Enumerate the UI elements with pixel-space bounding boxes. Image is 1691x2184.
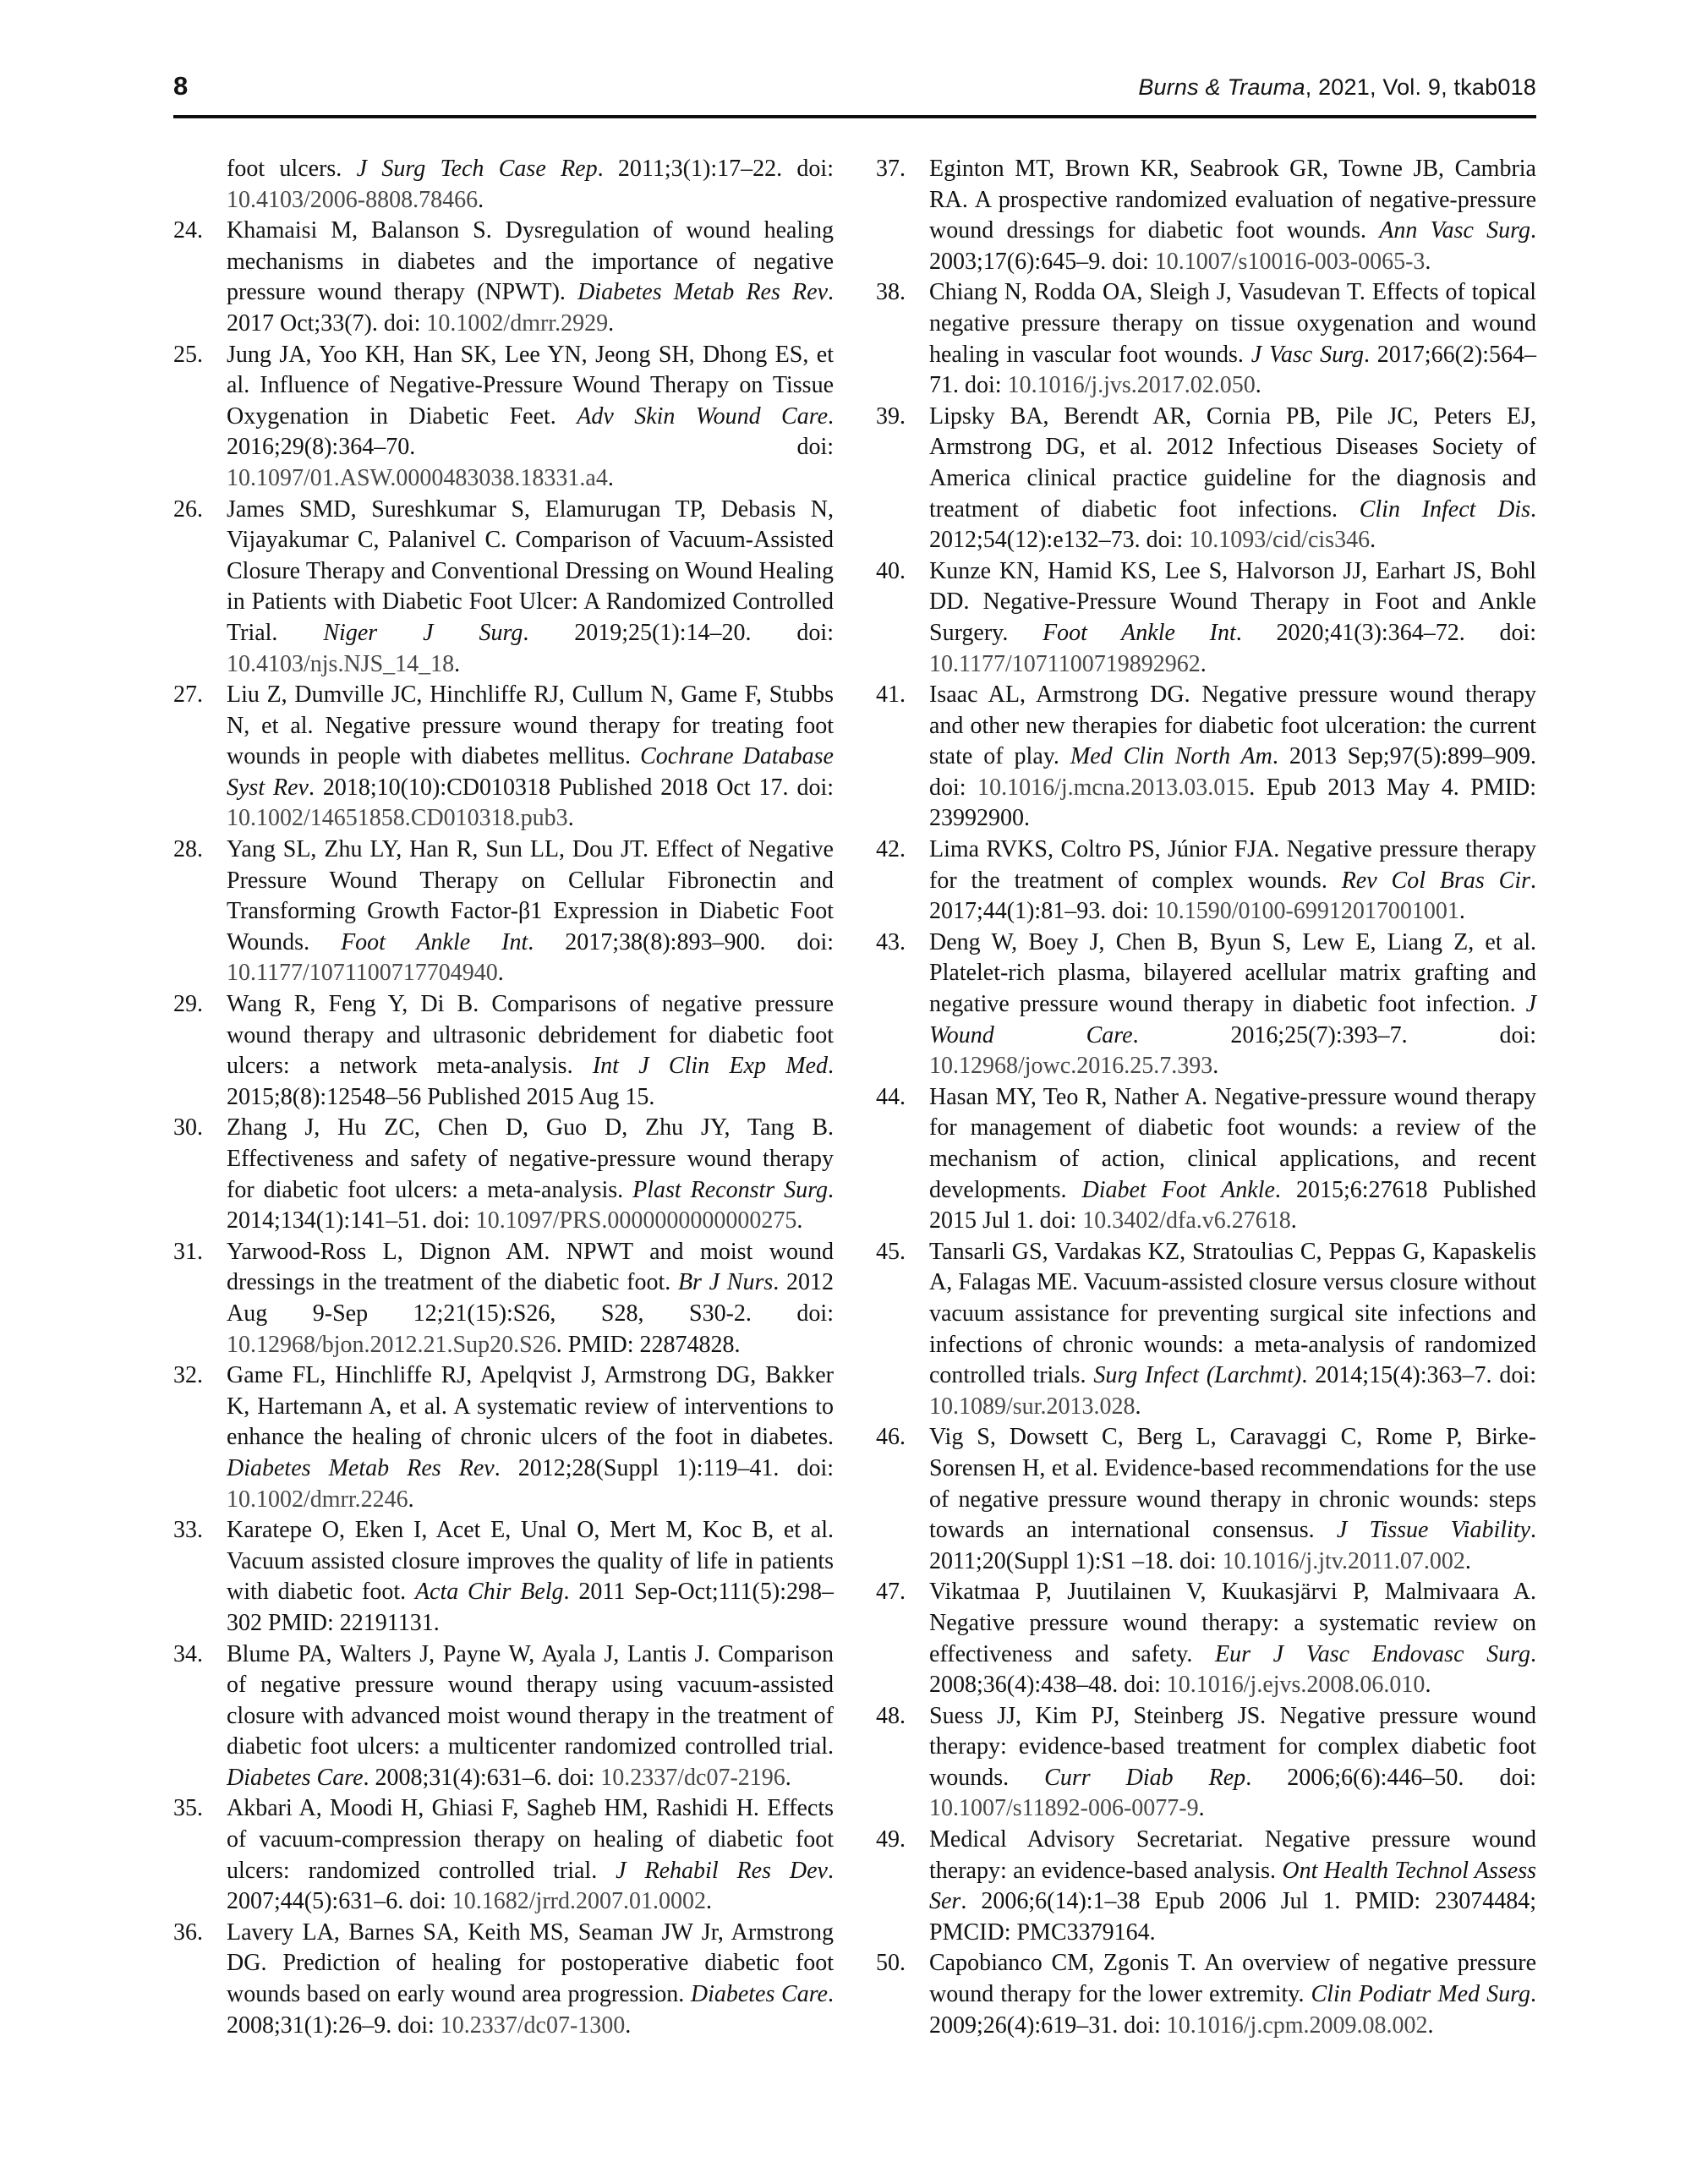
reference-number: 36. bbox=[173, 1919, 203, 1946]
reference-item bbox=[876, 556, 1536, 680]
reference-text-segment: . bbox=[478, 186, 484, 213]
reference-text-segment: . 2015;8(8):12548–56 Published 2015 Aug 15. bbox=[227, 1053, 834, 1110]
reference-text-segment: . bbox=[608, 309, 615, 337]
page-number: 8 bbox=[173, 71, 189, 101]
doi-link[interactable]: 10.4103/2006-8808.78466 bbox=[227, 186, 479, 213]
reference-text-segment: . 2017;38(8):893–900. doi: bbox=[528, 928, 834, 955]
reference-text-segment: . bbox=[1458, 898, 1465, 925]
reference-text bbox=[227, 496, 834, 677]
reference-text bbox=[929, 279, 1536, 398]
reference-text bbox=[929, 681, 1536, 831]
references-column-left bbox=[173, 154, 834, 2041]
reference-text bbox=[227, 1517, 834, 1636]
header-rule bbox=[173, 115, 1536, 118]
journal-abbreviation: Clin Infect Dis bbox=[1359, 495, 1530, 523]
reference-text-segment: . 2017;66(2):564–71. doi: bbox=[929, 341, 1536, 399]
journal-abbreviation: Foot Ankle Int bbox=[1043, 619, 1236, 646]
reference-text-segment: . 2013 Sep;97(5):899–909. doi: bbox=[929, 743, 1536, 801]
reference-text-segment: . bbox=[1212, 1053, 1219, 1080]
doi-link[interactable]: 10.1016/j.jvs.2017.02.050 bbox=[1007, 372, 1256, 399]
reference-number: 25. bbox=[173, 341, 203, 368]
reference-item bbox=[173, 680, 834, 835]
reference-text-segment: Akbari A, Moodi H, Ghiasi F, Sagheb HM, Rashidi H. Effects of vacuum-compression therapy on healing of diabetic foot ulcers: randomized controlled trial. bbox=[227, 1795, 834, 1884]
reference-text-segment: . 2017;44(1):81–93. doi: bbox=[929, 867, 1536, 925]
reference-number: 30. bbox=[173, 1114, 203, 1141]
journal-abbreviation: Niger J Surg bbox=[323, 619, 523, 646]
journal-abbreviation: Rev Col Bras Cir bbox=[1341, 867, 1530, 894]
reference-item bbox=[876, 835, 1536, 928]
reference-number: 32. bbox=[173, 1362, 203, 1389]
doi-link[interactable]: 10.1016/j.mcna.2013.03.015 bbox=[977, 774, 1250, 801]
reference-item bbox=[876, 1701, 1536, 1825]
reference-text-segment: . bbox=[625, 2012, 632, 2039]
journal-abbreviation: Acta Chir Belg bbox=[414, 1579, 564, 1606]
doi-link[interactable]: 10.1016/j.ejvs.2008.06.010 bbox=[1166, 1672, 1426, 1699]
reference-text-segment: Yang SL, Zhu LY, Han R, Sun LL, Dou JT. Effect of Negative Pressure Wound Therapy on Cellular Fibronectin and Transforming Growth Factor-β1 Expression in Diabetic Foot Wounds. bbox=[227, 836, 834, 955]
reference-text-segment: . 2003;17(6):645–9. doi: bbox=[929, 217, 1536, 275]
reference-number: 34. bbox=[173, 1640, 203, 1667]
doi-link[interactable]: 10.2337/dc07-1300 bbox=[440, 2012, 626, 2039]
journal-abbreviation: J Vasc Surg bbox=[1250, 341, 1364, 368]
reference-text bbox=[227, 1239, 834, 1358]
reference-item bbox=[173, 1113, 834, 1236]
reference-item bbox=[173, 1515, 834, 1639]
reference-number: 35. bbox=[173, 1795, 203, 1822]
reference-text-segment: Jung JA, Yoo KH, Han SK, Lee YN, Jeong SH, Dhong ES, et al. Influence of Negative-Pressure Wound Therapy on Tissue Oxygenation in Diabetic Feet. bbox=[227, 341, 834, 430]
reference-text bbox=[227, 1114, 834, 1234]
doi-link[interactable]: 10.1590/0100-69912017001001 bbox=[1154, 898, 1459, 925]
reference-text-segment: . 2012;28(Suppl 1):119–41. doi: bbox=[494, 1454, 834, 1481]
reference-text-segment: . bbox=[567, 805, 574, 832]
doi-link[interactable]: 10.4103/njs.NJS_14_18 bbox=[227, 650, 455, 677]
doi-link[interactable]: 10.1097/01.ASW.0000483038.18331.a4 bbox=[227, 464, 608, 491]
reference-text-segment: . 2018;10(10):CD010318 Published 2018 Oct 17. doi: bbox=[308, 774, 835, 801]
reference-text-segment: Vikatmaa P, Juutilainen V, Kuukasjärvi P, Malmivaara A. Negative pressure wound therapy: a systematic review on effectiveness and safety. bbox=[929, 1579, 1536, 1667]
reference-text-segment: Lipsky BA, Berendt AR, Cornia PB, Pile JC, Peters EJ, Armstrong DG, et al. 2012 Infectious Diseases Society of America clinical practice guideline for the diagnosis and treatment of diabetic foot infections. bbox=[929, 402, 1536, 523]
reference-text-segment: Medical Advisory Secretariat. Negative pressure wound therapy: an evidence-based analysis. bbox=[929, 1826, 1536, 1884]
reference-text-segment: . bbox=[454, 650, 461, 677]
journal-abbreviation: J Tissue Viability bbox=[1336, 1517, 1531, 1544]
reference-text-segment: . 2020;41(3):364–72. doi: bbox=[1235, 619, 1537, 646]
reference-item bbox=[876, 928, 1536, 1082]
doi-link[interactable]: 10.1007/s10016-003-0065-3 bbox=[1154, 248, 1426, 275]
journal-abbreviation: Med Clin North Am bbox=[1070, 743, 1272, 770]
running-head-rest: , 2021, Vol. 9, tkab018 bbox=[1305, 74, 1536, 100]
journal-abbreviation: Int J Clin Exp Med bbox=[592, 1053, 828, 1080]
journal-abbreviation: Adv Skin Wound Care bbox=[577, 402, 829, 430]
reference-text bbox=[929, 1239, 1536, 1420]
doi-link[interactable]: 10.1016/j.jtv.2011.07.002 bbox=[1222, 1547, 1465, 1574]
reference-number: 44. bbox=[876, 1083, 906, 1110]
doi-link[interactable]: 10.1002/dmrr.2929 bbox=[426, 309, 609, 337]
journal-abbreviation: Br J Nurs bbox=[677, 1269, 774, 1296]
reference-text bbox=[227, 1641, 834, 1791]
journal-abbreviation: Curr Diab Rep bbox=[1044, 1764, 1246, 1791]
reference-text-segment: . 2008;31(4):631–6. doi: bbox=[363, 1764, 601, 1791]
reference-text-segment: Karatepe O, Eken I, Acet E, Unal O, Mert M, Koc B, et al. Vacuum assisted closure improves the quality of life in patients with diabetic foot. bbox=[227, 1517, 834, 1606]
reference-text bbox=[929, 929, 1536, 1079]
reference-number: 43. bbox=[876, 928, 906, 955]
page bbox=[173, 0, 1536, 2041]
journal-abbreviation: Diabetes Care bbox=[227, 1764, 364, 1791]
reference-number: 46. bbox=[876, 1424, 906, 1451]
reference-text bbox=[929, 1084, 1536, 1234]
doi-link[interactable]: 10.1093/cid/cis346 bbox=[1189, 527, 1371, 554]
reference-text bbox=[929, 1579, 1536, 1698]
reference-number: 45. bbox=[876, 1238, 906, 1265]
journal-abbreviation: Diabetes Care bbox=[690, 1981, 828, 2008]
running-head bbox=[1138, 74, 1536, 101]
reference-text-segment: . bbox=[1200, 650, 1207, 677]
reference-item bbox=[876, 1577, 1536, 1700]
reference-text-segment: . bbox=[1427, 2012, 1434, 2039]
journal-abbreviation: Plast Reconstr Surg bbox=[632, 1176, 828, 1203]
reference-number: 29. bbox=[173, 991, 203, 1018]
reference-number: 42. bbox=[876, 836, 906, 863]
doi-link[interactable]: 10.1016/j.cpm.2009.08.002 bbox=[1166, 2012, 1428, 2039]
reference-text-segment: Isaac AL, Armstrong DG. Negative pressure wound therapy and other new therapies for diabetic foot ulceration: the current state of play. bbox=[929, 681, 1536, 770]
reference-text-segment: . 2014;15(4):363–7. doi: bbox=[1301, 1362, 1536, 1389]
reference-text-segment: . bbox=[408, 1486, 414, 1513]
reference-text-segment: . Epub 2013 May 4. PMID: 23992900. bbox=[929, 774, 1536, 832]
reference-item bbox=[876, 1825, 1536, 1948]
reference-text bbox=[929, 836, 1536, 924]
reference-number: 41. bbox=[876, 681, 906, 709]
doi-link[interactable]: 10.1097/PRS.0000000000000275 bbox=[475, 1207, 797, 1234]
reference-text-segment: Game FL, Hinchliffe RJ, Apelqvist J, Armstrong DG, Bakker K, Hartemann A, et al. A systematic review of interventions to enhance the healing of chronic ulcers of the foot in diabetes. bbox=[227, 1362, 834, 1451]
journal-abbreviation: Ann Vasc Surg bbox=[1379, 217, 1530, 244]
reference-text-segment: . 2008;31(1):26–9. doi: bbox=[227, 1981, 834, 2039]
doi-link[interactable]: 10.1089/sur.2013.028 bbox=[929, 1393, 1136, 1420]
reference-item bbox=[876, 1948, 1536, 2041]
reference-text-segment: Kunze KN, Hamid KS, Lee S, Halvorson JJ, Earhart JS, Bohl DD. Negative-Pressure Wound Therapy in Foot and Ankle Surgery. bbox=[929, 557, 1536, 646]
reference-text-segment: . 2017 Oct;33(7). doi: bbox=[227, 279, 834, 337]
reference-item bbox=[173, 495, 834, 681]
reference-text-segment: . 2006;6(14):1–38 Epub 2006 Jul 1. PMID: 23074484; PMCID: PMC3379164. bbox=[929, 1888, 1536, 1946]
journal-abbreviation: Diabetes Metab Res Rev bbox=[227, 1454, 495, 1481]
journal-abbreviation: Diabetes Metab Res Rev bbox=[577, 279, 828, 306]
journal-abbreviation: Surg Infect (Larchmt) bbox=[1093, 1362, 1302, 1389]
reference-text-segment: . bbox=[1290, 1207, 1297, 1234]
reference-text bbox=[929, 1703, 1536, 1822]
doi-link[interactable]: 10.12968/bjon.2012.21.Sup20.S26 bbox=[227, 1331, 556, 1358]
reference-number: 48. bbox=[876, 1702, 906, 1729]
reference-text-segment: . bbox=[1255, 372, 1261, 399]
doi-link[interactable]: 10.3402/dfa.v6.27618 bbox=[1082, 1207, 1291, 1234]
doi-link[interactable]: 10.12968/jowc.2016.25.7.393 bbox=[929, 1053, 1213, 1080]
reference-item bbox=[173, 1360, 834, 1515]
reference-number: 37. bbox=[876, 156, 906, 182]
reference-text-segment: . bbox=[497, 960, 504, 987]
reference-number: 33. bbox=[173, 1517, 203, 1544]
reference-text-segment: . 2019;25(1):14–20. doi: bbox=[523, 619, 834, 646]
reference-text-segment: Deng W, Boey J, Chen B, Byun S, Lew E, Liang Z, et al. Platelet-rich plasma, bilayered acellular matrix grafting and negative pressure wound therapy in diabetic foot infection. bbox=[929, 928, 1536, 1018]
reference-number: 24. bbox=[173, 217, 203, 244]
reference-item bbox=[876, 1082, 1536, 1237]
reference-text bbox=[227, 1919, 834, 2039]
reference-number: 26. bbox=[173, 495, 203, 523]
reference-item bbox=[876, 1422, 1536, 1577]
reference-number: 27. bbox=[173, 681, 203, 709]
reference-text bbox=[227, 836, 834, 986]
journal-name: Burns & Trauma bbox=[1138, 74, 1305, 100]
reference-text-segment: . bbox=[1425, 248, 1431, 275]
reference-item bbox=[173, 1639, 834, 1794]
reference-text-segment: . 2007;44(5):631–6. doi: bbox=[227, 1857, 834, 1915]
reference-text-segment: . 2016;29(8):364–70. doi: bbox=[227, 402, 835, 461]
journal-abbreviation: Foot Ankle Int bbox=[341, 928, 528, 955]
page-header bbox=[173, 0, 1536, 101]
reference-text-segment: . 2016;25(7):393–7. doi: bbox=[1132, 1021, 1537, 1048]
reference-item bbox=[173, 216, 834, 339]
reference-text-segment: Zhang J, Hu ZC, Chen D, Guo D, Zhu JY, Tang B. Effectiveness and safety of negative-pressure wound therapy for diabetic foot ulcers: a meta-analysis. bbox=[227, 1114, 834, 1203]
reference-text-segment: Tansarli GS, Vardakas KZ, Stratoulias C, Peppas G, Kapaskelis A, Falagas ME. Vacuum-assisted closure versus closure without vacuum assistance for preventing surgical site infections and infections of chronic wounds: a meta-analysis of randomized controlled trials. bbox=[929, 1238, 1536, 1389]
journal-abbreviation: Clin Podiatr Med Surg bbox=[1311, 1981, 1530, 2008]
reference-text-segment: . bbox=[607, 464, 614, 491]
reference-text bbox=[227, 156, 834, 213]
reference-text-segment: . bbox=[1135, 1393, 1141, 1420]
reference-item bbox=[876, 277, 1536, 401]
reference-number: 47. bbox=[876, 1579, 906, 1606]
reference-text-segment: Vig S, Dowsett C, Berg L, Caravaggi C, Rome P, Birke-Sorensen H, et al. Evidence-based recommendations for the use of negative pressure wound therapy in chronic wounds: steps towards an international consensus. bbox=[929, 1424, 1536, 1544]
reference-text-segment: . bbox=[785, 1764, 791, 1791]
reference-text-segment: . 2014;134(1):141–51. doi: bbox=[227, 1176, 834, 1234]
reference-text-segment: . 2011;3(1):17–22. doi: bbox=[597, 156, 834, 182]
reference-text-segment: . 2009;26(4):619–31. doi: bbox=[929, 1981, 1536, 2039]
reference-text bbox=[227, 991, 834, 1110]
reference-number: 50. bbox=[876, 1950, 906, 1977]
reference-text-segment: . 2012;54(12):e132–73. doi: bbox=[929, 495, 1536, 554]
doi-link[interactable]: 10.2337/dc07-2196 bbox=[600, 1764, 785, 1791]
reference-item bbox=[173, 1918, 834, 2041]
reference-text-segment: Blume PA, Walters J, Payne W, Ayala J, Lantis J. Comparison of negative pressure wound therapy using vacuum-assisted closure with advanced moist wound therapy in the treatment of diabetic foot ulcers: a multicenter randomized controlled trial. bbox=[227, 1640, 834, 1760]
doi-link[interactable]: 10.1007/s11892-006-0077-9 bbox=[929, 1795, 1199, 1822]
reference-item bbox=[876, 680, 1536, 835]
reference-text-segment: Eginton MT, Brown KR, Seabrook GR, Towne JB, Cambria RA. A prospective randomized evaluation of negative-pressure wound dressings for diabetic foot wounds. bbox=[929, 156, 1536, 244]
reference-text-segment: Lavery LA, Barnes SA, Keith MS, Seaman JW Jr, Armstrong DG. Prediction of healing for postoperative diabetic foot wounds based on early wound area progression. bbox=[227, 1919, 834, 2008]
reference-text-segment: Chiang N, Rodda OA, Sleigh J, Vasudevan T. Effects of topical negative pressure therapy on tissue oxygenation and wound healing in vascular foot wounds. bbox=[929, 279, 1536, 368]
reference-text-segment: . 2008;36(4):438–48. doi: bbox=[929, 1640, 1536, 1699]
reference-text bbox=[929, 1424, 1536, 1574]
reference-text-segment: foot ulcers. bbox=[227, 156, 357, 182]
reference-text-segment: . bbox=[796, 1207, 803, 1234]
reference-text-segment: . 2006;6(6):446–50. doi: bbox=[1245, 1764, 1536, 1791]
reference-text-segment: . bbox=[1198, 1795, 1205, 1822]
reference-item bbox=[173, 154, 834, 216]
reference-text bbox=[929, 156, 1536, 275]
reference-item bbox=[173, 340, 834, 495]
reference-text-segment: . bbox=[1464, 1547, 1471, 1574]
reference-text bbox=[227, 681, 834, 831]
reference-text-segment: James SMD, Sureshkumar S, Elamurugan TP, Debasis N, Vijayakumar C, Palanivel C. Comparison of Vacuum-Assisted Closure Therapy and Conventional Dressing on Wound Healing in Patients with Diabetic Foot Ulcer: A Randomized Controlled Trial. bbox=[227, 495, 834, 646]
reference-item bbox=[173, 1793, 834, 1917]
reference-item bbox=[173, 1237, 834, 1360]
reference-number: 40. bbox=[876, 557, 906, 584]
reference-text-segment: Liu Z, Dumville JC, Hinchliffe RJ, Cullum N, Game F, Stubbs N, et al. Negative pressure wound therapy for treating foot wounds in people with diabetes mellitus. bbox=[227, 681, 834, 770]
reference-text-segment: . bbox=[1370, 527, 1376, 554]
reference-text bbox=[929, 558, 1536, 677]
journal-abbreviation: Cochrane Database Syst Rev bbox=[227, 743, 834, 801]
reference-text bbox=[929, 403, 1536, 553]
references-column-right bbox=[876, 154, 1536, 2041]
reference-text-segment: . 2011;20(Suppl 1):S1 –18. doi: bbox=[929, 1517, 1537, 1574]
reference-text-segment: . 2012 Aug 9-Sep 12;21(15):S26, S28, S30-2. doi: bbox=[227, 1269, 834, 1327]
reference-text-segment: Khamaisi M, Balanson S. Dysregulation of wound healing mechanisms in diabetes and the importance of negative pressure wound therapy (NPWT). bbox=[227, 217, 834, 306]
doi-link[interactable]: 10.1002/dmrr.2246 bbox=[227, 1486, 408, 1513]
reference-text bbox=[227, 217, 834, 337]
doi-link[interactable]: 10.1002/14651858.CD010318.pub3 bbox=[227, 805, 568, 832]
doi-link[interactable]: 10.1177/1071100717704940 bbox=[227, 960, 498, 987]
journal-abbreviation: Diabet Foot Ankle bbox=[1081, 1176, 1275, 1203]
reference-item bbox=[876, 1237, 1536, 1423]
reference-text-segment: Suess JJ, Kim PJ, Steinberg JS. Negative pressure wound therapy: evidence-based treatment for complex diabetic foot wounds. bbox=[929, 1702, 1536, 1791]
reference-number: 38. bbox=[876, 279, 906, 306]
journal-abbreviation: Ont Health Technol Assess Ser bbox=[929, 1857, 1536, 1915]
reference-text bbox=[227, 342, 834, 491]
journal-abbreviation: J Surg Tech Case Rep bbox=[356, 156, 598, 182]
reference-text-segment: . 2011 Sep-Oct;111(5):298–302 PMID: 22191131. bbox=[227, 1579, 834, 1636]
reference-text-segment: . bbox=[1425, 1672, 1431, 1699]
doi-link[interactable]: 10.1177/1071100719892962 bbox=[929, 650, 1201, 677]
reference-text-segment: . 2015;6:27618 Published 2015 Jul 1. doi: bbox=[929, 1176, 1536, 1234]
journal-abbreviation: Eur J Vasc Endovasc Surg bbox=[1215, 1640, 1530, 1667]
doi-link[interactable]: 10.1682/jrrd.2007.01.0002 bbox=[451, 1888, 706, 1915]
reference-text bbox=[929, 1826, 1536, 1946]
reference-item bbox=[173, 835, 834, 989]
reference-text-segment: Wang R, Feng Y, Di B. Comparisons of negative pressure wound therapy and ultrasonic debridement for diabetic foot ulcers: a network meta-analysis. bbox=[227, 991, 834, 1080]
reference-number: 31. bbox=[173, 1238, 203, 1265]
reference-text-segment: . PMID: 22874828. bbox=[555, 1331, 741, 1358]
reference-number: 28. bbox=[173, 836, 203, 863]
reference-text-segment: Lima RVKS, Coltro PS, Júnior FJA. Negative pressure therapy for the treatment of complex wounds. bbox=[929, 836, 1536, 894]
reference-text-segment: Yarwood-Ross L, Dignon AM. NPWT and moist wound dressings in the treatment of the diabetic foot. bbox=[227, 1238, 834, 1296]
reference-text-segment: . bbox=[705, 1888, 712, 1915]
reference-text-segment: Capobianco CM, Zgonis T. An overview of negative pressure wound therapy for the lower extremity. bbox=[929, 1950, 1536, 2008]
journal-abbreviation: J Rehabil Res Dev bbox=[616, 1857, 828, 1884]
reference-text bbox=[929, 1950, 1536, 2038]
reference-columns bbox=[173, 154, 1536, 2041]
reference-item bbox=[876, 154, 1536, 277]
reference-text bbox=[227, 1362, 834, 1512]
reference-text bbox=[227, 1795, 834, 1914]
reference-item bbox=[876, 402, 1536, 556]
reference-number: 39. bbox=[876, 402, 906, 430]
reference-number: 49. bbox=[876, 1826, 906, 1853]
reference-text-segment: Hasan MY, Teo R, Nather A. Negative-pressure wound therapy for management of diabetic foot wounds: a review of the mechanism of action, clinical applications, and recent developments. bbox=[929, 1083, 1536, 1203]
reference-item bbox=[173, 989, 834, 1113]
journal-abbreviation: J Wound Care bbox=[929, 991, 1536, 1048]
